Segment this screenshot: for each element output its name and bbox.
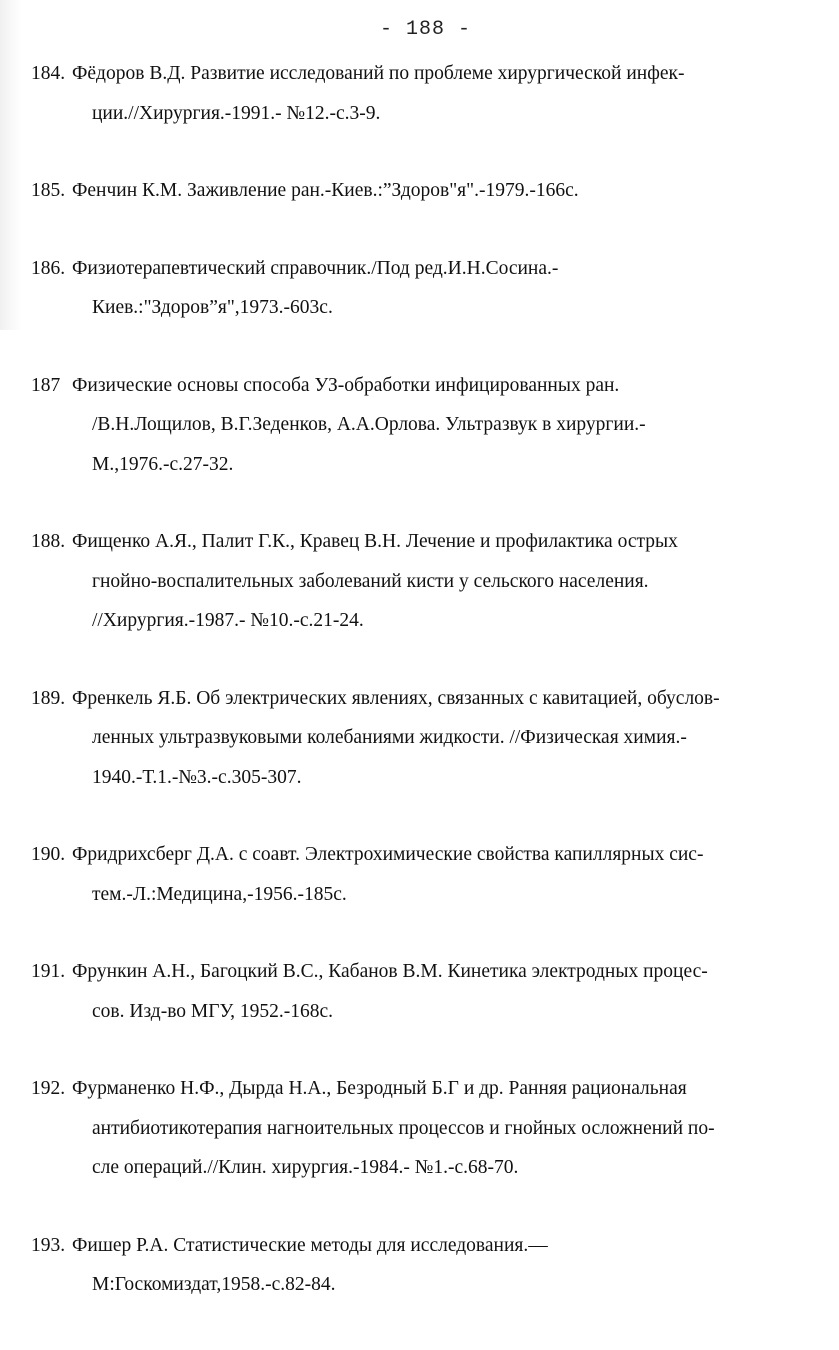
reference-line: Фишер Р.А. Статистические методы для исследования.— bbox=[72, 1234, 548, 1256]
reference-number: 184. bbox=[31, 63, 66, 84]
reference-line: М.,1976.-с.27-32. bbox=[92, 453, 234, 475]
reference-line: антибиотикотерапия нагноительных процессов и гнойных осложнений по- bbox=[92, 1117, 715, 1139]
reference-line: Фищенко А.Я., Палит Г.К., Кравец В.Н. Лечение и профилактика острых bbox=[72, 531, 678, 552]
reference-text bbox=[72, 835, 821, 914]
reference-text bbox=[72, 522, 821, 641]
reference-item bbox=[31, 54, 821, 133]
reference-line: Фенчин К.М. Заживление ран.-Киев.:”Здоров"я".-1979.-166с. bbox=[72, 180, 579, 201]
reference-item bbox=[31, 835, 821, 914]
reference-gap bbox=[31, 914, 821, 952]
reference-line: Фрункин А.Н., Багоцкий В.С., Кабанов В.М. Кинетика электродных процес- bbox=[72, 961, 708, 982]
reference-gap bbox=[31, 133, 821, 171]
reference-line: ленных ультразвуковыми колебаниями жидкости. //Физическая химия.- bbox=[92, 727, 687, 748]
reference-text bbox=[72, 171, 821, 211]
reference-number: 187 bbox=[31, 374, 61, 396]
reference-gap bbox=[31, 328, 821, 366]
reference-item bbox=[31, 1226, 821, 1305]
reference-text bbox=[72, 1069, 821, 1188]
reference-line: /В.Н.Лощилов, В.Г.Зеденков, А.А.Орлова. Ультразвук в хирургии.- bbox=[92, 414, 646, 435]
reference-line: сов. Изд-во МГУ, 1952.-168с. bbox=[92, 1000, 334, 1022]
reference-line: Френкель Я.Б. Об электрических явлениях, связанных с кавитацией, обуслов- bbox=[72, 687, 720, 709]
reference-line: ции.//Хирургия.-1991.- №12.-с.3-9. bbox=[92, 102, 381, 124]
reference-number: 189. bbox=[31, 687, 66, 709]
scan-edge-shadow bbox=[0, 0, 22, 330]
reference-gap bbox=[31, 484, 821, 522]
reference-text bbox=[72, 1226, 821, 1305]
reference-line: Физиотерапевтический справочник./Под ред.И.Н.Сосина.- bbox=[72, 257, 559, 279]
reference-line: тем.-Л.:Медицина,-1956.-185с. bbox=[92, 883, 347, 905]
reference-number: 188. bbox=[31, 531, 66, 552]
reference-number: 193. bbox=[31, 1234, 66, 1256]
reference-list bbox=[31, 54, 821, 1305]
reference-text bbox=[72, 952, 821, 1031]
reference-text bbox=[72, 366, 821, 485]
reference-item bbox=[31, 366, 821, 485]
reference-item bbox=[31, 249, 821, 328]
reference-gap bbox=[31, 1188, 821, 1226]
page-number: - 188 - bbox=[379, 18, 471, 41]
reference-text bbox=[72, 249, 821, 328]
reference-item bbox=[31, 1069, 821, 1188]
reference-item bbox=[31, 171, 821, 211]
reference-gap bbox=[31, 641, 821, 679]
reference-number: 186. bbox=[31, 257, 66, 279]
reference-line: Киев.:"Здоров”я",1973.-603с. bbox=[92, 297, 333, 318]
reference-line: //Хирургия.-1987.- №10.-с.21-24. bbox=[92, 610, 364, 631]
reference-number: 190. bbox=[31, 844, 66, 865]
reference-line: сле операций.//Клин. хирургия.-1984.- №1.-с.68-70. bbox=[92, 1157, 519, 1178]
reference-text bbox=[72, 679, 821, 798]
reference-line: Фридрихсберг Д.А. с соавт. Электрохимические свойства капиллярных сис- bbox=[72, 844, 704, 865]
reference-item bbox=[31, 952, 821, 1031]
reference-number: 191. bbox=[31, 961, 66, 982]
reference-line: Физические основы способа УЗ-обработки инфицированных ран. bbox=[72, 374, 620, 396]
reference-gap bbox=[31, 211, 821, 249]
reference-line: гнойно-воспалительных заболеваний кисти у сельского населения. bbox=[92, 570, 649, 592]
reference-number: 192. bbox=[31, 1078, 66, 1099]
reference-number: 185. bbox=[31, 180, 66, 201]
reference-gap bbox=[31, 797, 821, 835]
reference-line: 1940.-Т.1.-№3.-с.305-307. bbox=[92, 766, 302, 788]
reference-text bbox=[72, 54, 821, 133]
reference-line: Фёдоров В.Д. Развитие исследований по проблеме хирургической инфек- bbox=[72, 63, 685, 84]
reference-line: М:Госкомиздат,1958.-с.82-84. bbox=[92, 1274, 336, 1295]
reference-line: Фурманенко Н.Ф., Дырда Н.А., Безродный Б.Г и др. Ранняя рациональная bbox=[72, 1078, 687, 1099]
reference-item bbox=[31, 679, 821, 798]
reference-item bbox=[31, 522, 821, 641]
reference-gap bbox=[31, 1031, 821, 1069]
